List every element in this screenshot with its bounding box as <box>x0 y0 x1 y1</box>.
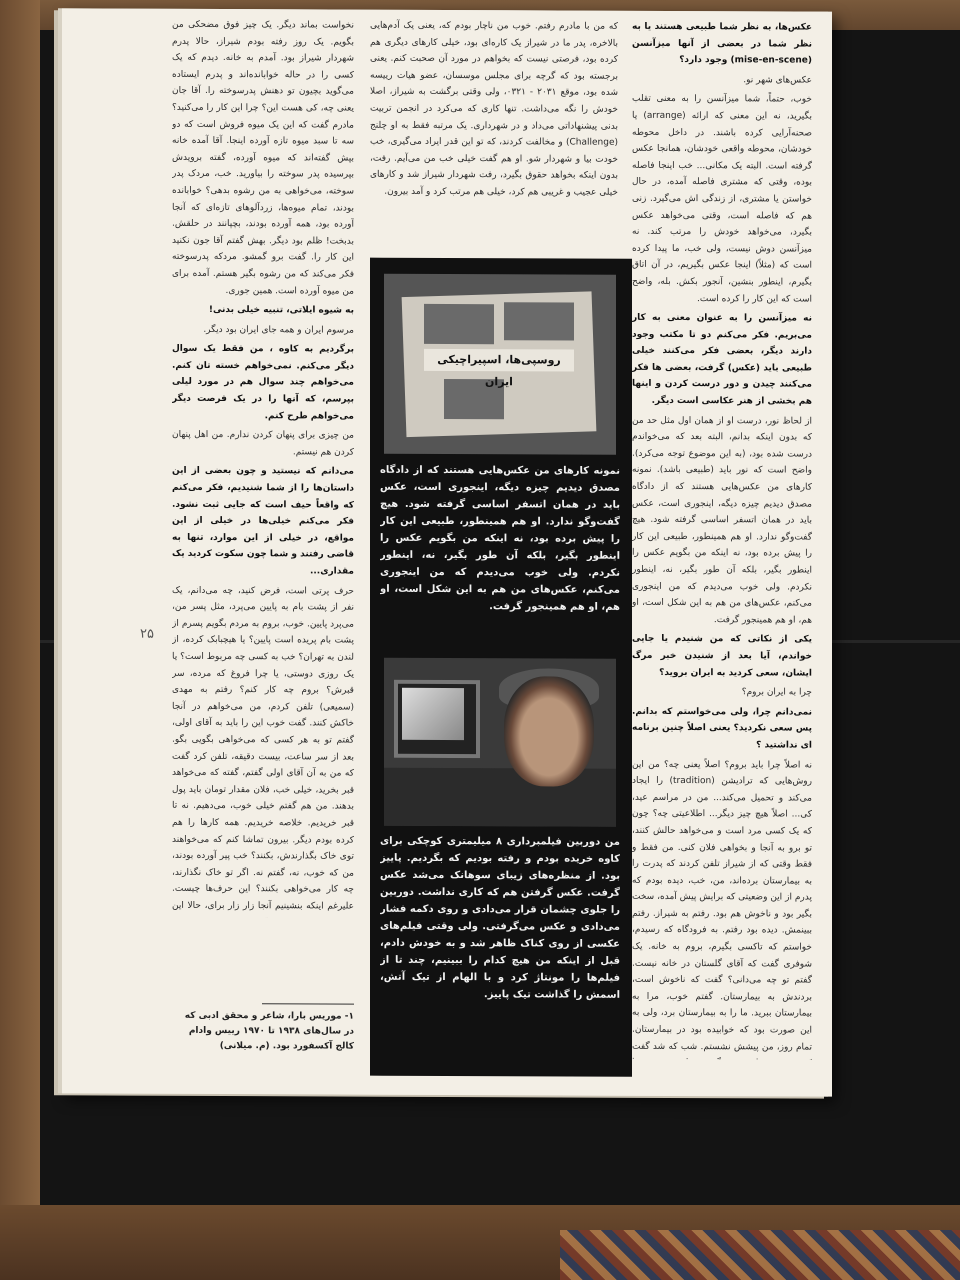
wood-table-left-edge <box>0 0 40 1280</box>
newspaper-image-block <box>504 302 574 340</box>
newspaper-photo <box>384 274 616 455</box>
magazine-page <box>62 8 832 1096</box>
footnote: ۱- موریس بارا، شاعر و محقق ادبی که در سال‌های ۱۹۳۸ تا ۱۹۷۰ رییس وادام کالج آکسفورد بود. (م. میلانی) <box>184 1010 354 1052</box>
newspaper-image-block <box>424 304 494 344</box>
left-text-column <box>172 17 354 918</box>
interview-question: نه میزآنسن را به عنوان معنی به کار می‌بریم. فکر می‌کنم دو تا مکتب وجود دارند دیگر، بعضی فکر می‌کنند خیلی طبیعی باید (عکس) گرفت، بعضی ها فکر می‌کنند چیدن و دور درست کردن و اینها هم بخشی از هنر عکاسی است دیگر. <box>632 312 812 407</box>
interview-question: عکس‌ها، به نظر شما طبیعی هستند یا به نظر شما در بعضی از آنها میزآنسن (mise-en-scene) وجود دارد؟ <box>632 21 812 66</box>
rug-pattern <box>560 1230 960 1280</box>
interview-answer: خوب، حتماً، شما میزآنسن را به معنی تقلب بگیرید، نه این معنی که ارائه (arrange) یا صحنه‌آرایی کرده باشند. در داخل محوطه خودشان، محوطه واقعی خودشان، همانجا عکس گرفته است. البته یک مکانی... خب اینجا فاصله بوده، وقتی که مشتری فاصله آمده، در حال خواستن یا مشتری، از زندگی اش می‌گیرد. زنی هم که فاصله است، وقتی می‌خواهد عکس بگیرد، می‌خواهد خودش را مرتب کند. نه میزآنسن دوش نیست، ولی خب، ما پیدا کرده است که (مثلاً) اینجا عکس بگیریم، در آن اتاق بگیرم، اینطور بنشین، آنجور بکش. بله، واضح است که این کار را کرده است. <box>632 94 812 305</box>
newspaper-headline: روسپی‌ها، اسپیراچیکی ایران <box>424 349 574 372</box>
interview-answer: از لحاظ نور، درست او از همان اول مثل حد من که بدون اینکه بدانم، البته بعد که می‌خواندم درست شده بود، (به این موضوع توجه می‌کرد). واضح است که نور باید (طبیعی باشد). نمونه کارهای من عکس‌هایی هستند که از دادگاه مصدق دیدیم چیزه دیگه، اینجوری است، عکس باید در همان اتسفر اساسی گرفته شود. هیچ گفت‌وگو ندارد. او هم همینطور، طبیعی این کار را پیش برده بود، نه اینکه من بگویم عکس را اینطور بگیر، بلکه آن طور بگیر، نه، اینطور نکردم. ولی خوب می‌دیدم که من اینجوری می‌کنم، عکس‌های من هم به این شکل است، او هم، او هم همینجور گرفت. <box>632 415 812 626</box>
page-number: ۲۵ <box>140 626 154 642</box>
interview-answer: عکس‌های شهر نو. <box>743 75 812 86</box>
interview-answer: حرف پرتی است، فرض کنید، چه می‌دانم، یک نفر از پشت بام به پایین می‌پرد، مثل پسر من، می‌پرد پایین. خوب، بروم به مردم بگویم پسرم از پشت بام پریده است پایین؟ یا هیچبابک کرده، از لندن به تهران؟ خب به کسی چه مربوط است؟ یا یک روزی دوستی، یا چرا فروغ که مرده، سر قبرش؟ بروم چه کار کنم؟ رفتم به مهدی (سمیعی) تلفن کردم، من می‌خواهم در آنجا خاکش کنند. گفت خوب این را باید به آقای اولی، گفتم تو به هر کسی که می‌خواهی بگویی بگو. بعد از سر ساعت، بیست دقیقه، تلفن کرد گفت که من به آن آقای اولی گفتم، گفته که می‌خواهد قبر بخرید، خیلی خب، فلان مقدار تومان باید پول بدهند. من هم گفتم خیلی خوب، می‌دهیم. نه تا قبر خریدیم. خلاصه خریدیم. همه کارها را هم کرده بودم دیگر. بیرون تماشا کنم که می‌خواهند توی خاک بگذارندش، بکنند؟ خب پیر آورده بودند، من که خوب، نه، گفتم نه. اگر تو خاک نگذارند، چه کار می‌خواهی بکنند؟ این حرف‌ها چیست. علیرغم اینکه بنشینیم آنجا زار زار برای، حالا این <box>172 585 354 912</box>
photo-caption-2: من دوربین فیلمبرداری ۸ میلیمتری کوچکی برای کاوه خریده بودم و رفته بودیم که بگردیم. پاییز بود. از منظره‌های زیبای سوهانک می‌شد عکس گرفت. عکس گرفتن هم که کاری نداشت. دوربین را جلوی چشمان قرار می‌دادی و روی دکمه فشار می‌دادی و عکس می‌گرفتی. ولی وقتی فیلم‌های عکسی از روی کناک ظاهر شد و به خودش دادم، قبل از اینکه من هیچ کدام را ببینیم، چند تا از فیلم‌ها را مونتاژ کرد و با الهام از تیک آتش، اسمش را گذاشت تیک پاییز. <box>380 835 620 1001</box>
interview-answer: من چیزی برای پنهان کردن ندارم. من اهل پنهان کردن هم نیستم. <box>172 430 354 458</box>
man-face <box>504 676 594 786</box>
middle-top-text <box>370 18 618 255</box>
interview-question: به شیوه ایلاتی، تنبیه خیلی بدنی! <box>208 305 354 316</box>
editing-desk <box>384 768 616 827</box>
interview-answer: نه اصلاً چرا باید بروم؟ اصلاً یعنی چه؟ من این روش‌هایی که ترادیشن (tradition) را ایجاد می‌کند و تحمیل می‌کند... من در مراسم عید، کی... اصلاً هیچ چیز دیگر... اطلاعیتی چه؟ چون که یک کسی مرد است و می‌خواهد حالش کنند، تو برو به آنجا و بخواهی فلان کنی. من فقط و فقط وقتی که از شیراز تلفن کردند که پدرت را به بیمارستان برده‌اند، من، خب، دیده بودم که پدرم از این وضعیتی که برایش پیش آمده، سخت بگیر بود و ناخوش هم بود. رفتم به شیراز. رفتم ببینمش. دیده بود رفتم. به فرودگاه که رسیدم، خواستم که تاکسی بگیرم، بروم به خانه. یک شوفری گفت که آقای گلستان در خانه نیست. گفتم تو چه می‌دانی؟ گفت که ناخوش است، بردندش به بیمارستان. گفتم خوب، مرا به بیمارستان ببرید. ما را به بیمارستان برد، ولی به این صورت بود که خوابیده بود در بیمارستان. تمام روز، من پیشش نشستم. شب که شد گفت <box>632 759 812 1053</box>
interview-question: می‌دانم که نیستید و چون بعضی از این داستان‌ها را از شما شنیدیم، فکر می‌کنم که واقعاً حیف است که جایی ثبت نشود. فکر می‌کنم خیلی‌ها در خیلی از این مواقع، در خیلی از این موارد، تنها به قاضی رفتند و شما چون سکوت کردید یک مقداری... <box>172 466 354 577</box>
tv-screen <box>402 688 464 740</box>
portrait-photo <box>384 658 616 827</box>
right-text-column <box>632 19 812 1060</box>
interview-question: یکی از نکاتی که من شنیدم یا جایی خواندم، آیا بعد از شنیدن خبر مرگ ایشان، سعی کردید به ایران بروید؟ <box>632 634 812 679</box>
interview-question: نمی‌دانم چرا، ولی می‌خواستم که بدانم. پس سعی نکردید؟ یعنی اصلاً چنین برنامه ای نداشتید ؟ <box>632 706 812 751</box>
interview-answer: مرسوم ایران و همه جای ایران بود دیگر. <box>203 324 354 336</box>
middle-top-paragraph: که من با مادرم رفتم. خوب من ناچار بودم که، یعنی یک آدم‌هایی بالاخره، پدر ما در شیراز یک کاره‌ای بود، خیلی کارهای دیگری هم کرده بود، فرصتی نیست که بخواهم در مورد آن صحبت کنم. یعنی برجسته بود که گرچه برای مجلس موسسان، عضو هیات رییسه شده بود، موقع ۲۰۳۱ - ۰۳۲۱، ولی وقتی برگشت به شیراز، اصلا خودش را نگه می‌داشت. تنها کاری که می‌کرد در انجمن تربیت بدنی پیشنهاداتی می‌داد و در شهرداری. یک مرتبه فقط به او چلنج (Challenge) و مخالفت کردند، که تو این قدر ایراد می‌گیری، خب خودت بیا و شهردار شو. او هم گفت خیلی خب من می‌آیم. رفت، بدون اینکه بخواهد حقوق بگیرد، رفت شهردار شیراز شد و کارهای خیلی عجیب و غریبی هم کرد، خیلی هم مرتب کرد و آمد بیرون. <box>370 20 618 198</box>
interview-answer: چرا به ایران بروم؟ <box>741 687 812 698</box>
interview-question: برگردیم به کاوه ، من فقط یک سوال دیگر می‌کنم. نمی‌خواهم خسته تان کنم. می‌خواهم چند سوال هم در مورد لیلی بپرسم، که آنها را در یک فرصت دیگر می‌خواهم طرح کنم. <box>172 344 354 422</box>
footnote-rule <box>262 1003 354 1004</box>
photo-caption-1: نمونه کارهای من عکس‌هایی هستند که از دادگاه مصدق دیدیم چیزه دیگه، اینجوری است، عکس باید در همان اتسفر اساسی گرفته شود. هیچ گفت‌وگو ندارد. او هم همینطور، طبیعی این کار را پیش برده بود، نه اینکه من بگویم عکس را اینطور بگیر، بلکه آن طور بگیر، نه، اینطور نکردم. ولی خوب می‌دیدم که من اینجوری می‌کنم، عکس‌های من هم به این شکل است، او هم، او هم همینجور گرفت. <box>380 464 620 613</box>
interview-answer: نخواست بماند دیگر. یک چیز فوق مضحکی من بگویم. یک روز رفته بودم شیراز، حالا پدرم شهردار شیراز بود. آمدم به خانه. دیدم که یک کسی را در حاله خوابانده‌اند و پدرم ایستاده می‌گوید بچیون تو دهنش پدرسوخته را. آقا جان یعنی چه، کی هست این؟ چرا این کار را می‌کنید؟ مادرم گفت که این یک میوه فروش است که دو سه تا سبد میوه تازه آورده اینجا. آقا آمده خانه بپش گفته‌اند که میوه آورده، گفته برویدش بپرسیده پدر سوخته را بیاورید. خب، مردک پدر سوخته، می‌خواهی به من رشوه بدهی؟ خوابانده بودند، تمام میوه‌ها، زردآلوهای تازه‌ای که آنجا آورده بود، همه آورده بودند، بچپانند در حلقش. بدبخت! ظلم بود دیگر. بهش گفتم آقا جون نکنید این کار را. گفت برو گمشو. مردکه پدرسوخته فکر می‌کند که من رشوه بگیر هستم. آمده برای من میوه آورده است. همین جوری. <box>172 19 354 297</box>
